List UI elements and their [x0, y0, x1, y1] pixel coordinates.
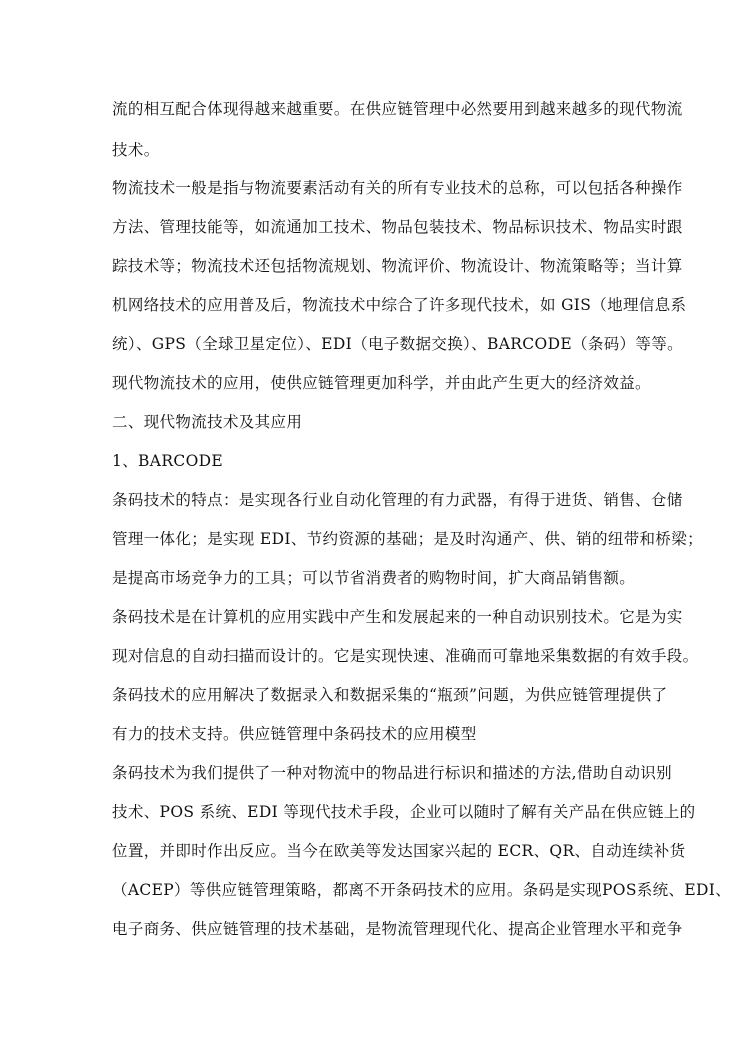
- text-line: 电子商务、供应链管理的技术基础，是物流管理现代化、提高企业管理水平和竞争: [112, 920, 683, 938]
- text-line: 条码技术为我们提供了一种对物流中的物品进行标识和描述的方法,借助自动识别: [112, 764, 673, 782]
- text-line: 管理一体化；是实现 EDI、节约资源的基础；是及时沟通产、供、销的纽带和桥梁；: [112, 530, 703, 548]
- text-line: 现对信息的自动扫描而设计的。它是实现快速、准确而可靠地采集数据的有效手段。: [112, 647, 699, 665]
- text-line: 技术。: [112, 141, 160, 159]
- text-line: 物流技术一般是指与物流要素活动有关的所有专业技术的总称，可以包括各种操作: [112, 179, 683, 197]
- text-line: 是提高市场竞争力的工具；可以节省消费者的购物时间，扩大商品销售额。: [112, 569, 636, 587]
- text-line: 统）、GPS（全球卫星定位）、EDI（电子数据交换）、BARCODE（条码）等等。: [112, 335, 683, 353]
- text-line: 流的相互配合体现得越来越重要。在供应链管理中必然要用到越来越多的现代物流: [112, 100, 683, 118]
- text-line: 踪技术等；物流技术还包括物流规划、物流评价、物流设计、物流策略等；当计算: [112, 257, 683, 275]
- text-line: 有力的技术支持。供应链管理中条码技术的应用模型: [112, 725, 477, 743]
- text-line: 技术、POS 系统、EDI 等现代技术手段，企业可以随时了解有关产品在供应链上的: [112, 803, 696, 821]
- subsection-heading: 1、BARCODE: [112, 452, 224, 470]
- text-line: 条码技术的特点：是实现各行业自动化管理的有力武器，有得于进货、销售、仓储: [112, 491, 683, 509]
- text-line: 位置，并即时作出反应。当今在欧美等发达国家兴起的 ECR、QR、自动连续补货: [112, 842, 686, 860]
- text-line: 条码技术的应用解决了数据录入和数据采集的“瓶颈”问题，为供应链管理提供了: [112, 686, 668, 704]
- text-line: 现代物流技术的应用，使供应链管理更加科学，并由此产生更大的经济效益。: [112, 374, 651, 392]
- text-line: 方法、管理技能等，如流通加工技术、物品包装技术、物品标识技术、物品实时跟: [112, 218, 683, 236]
- text-line: 机网络技术的应用普及后，物流技术中综合了许多现代技术，如 GIS（地理信息系: [112, 296, 687, 314]
- text-line: （ACEP）等供应链管理策略，都离不开条码技术的应用。条码是实现POS系统、EDI、: [112, 881, 732, 899]
- section-heading: 二、现代物流技术及其应用: [112, 413, 303, 431]
- text-line: 条码技术是在计算机的应用实践中产生和发展起来的一种自动识别技术。它是为实: [112, 608, 683, 626]
